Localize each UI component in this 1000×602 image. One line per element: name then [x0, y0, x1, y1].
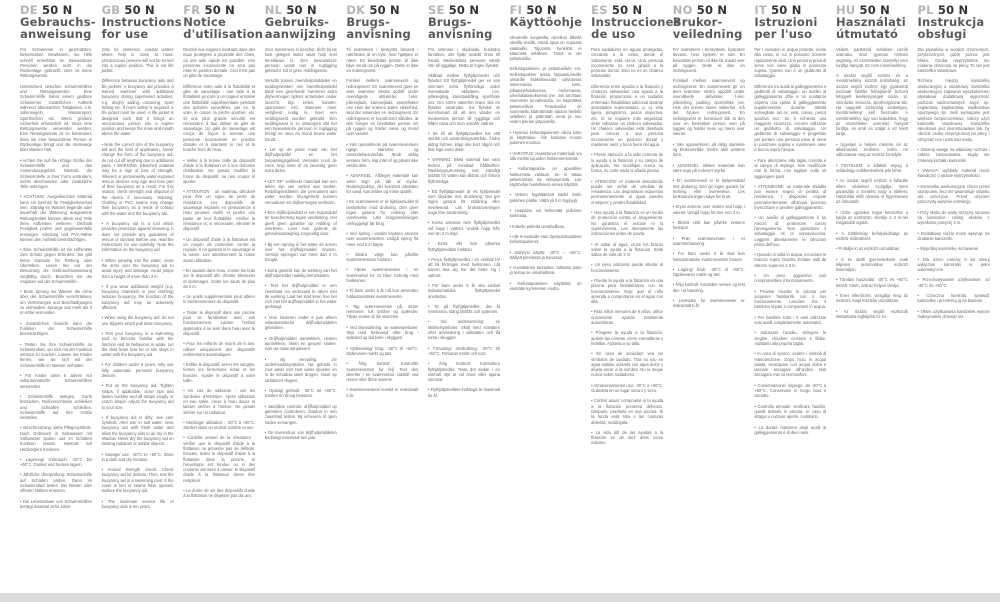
language-column-nl — [265, 4, 337, 514]
instruction-paragraph: • En svømmevest er et hjelpemiddel mot drukning. Den gir ingen garanti for redning eller overlevelse. Les bruksanvisningen nøye før bruk. — [672, 178, 745, 200]
instruction-paragraph: • Annual strength check: Check buoyancy aid for defects. Then, test the buoyancy aid in a swimming pool. If the cover is torn or seams have opened, replace the buoyancy aid. — [101, 467, 174, 494]
column-title-line: Használati — [835, 15, 906, 29]
instruction-paragraph: • Schwimmhilfe anlegen, Gurte festziehen, Reißverschlüsse schließen und Schnallen schließen. Schwimmhilfe auf Ihre Größe einstellen. — [20, 393, 92, 421]
instruction-paragraph: • Enfiler le dispositif, serrer les sangles, fermer les fermetures éclair et les boucles. Ajuster le dispositif à votre taille. — [183, 362, 256, 384]
instruction-paragraph: • Preste atención a la talla correcta de la ayuda a la flotación y su campo de aplicación. No modifique nunca su forma, no corte nada ni añada piezas. — [591, 152, 664, 174]
instruction-paragraph: • En sautant dans l'eau, croiser les bras sur le dispositif afin d'éviter blessures et dommages. Éviter les sauts de plus de 3 m. — [183, 267, 256, 289]
instruction-paragraph: • Note the correct size of the buoyancy aid and the field of application. Never change the form of the buoyancy aid, do not cut off anything due to additional parts. • WARNING: Bleached material may be a sign of loss of strength. Inherent or permanently water-exposed rescue devices may age and lose part of their buoyancy as a result. For this reason, check strength and disposal of the device if necessary. Warning: Clothing or PVC seams may change their buoyancy as a result of contact with the water and the buoyancy aid. — [101, 141, 174, 216]
column-title-line: Gebruiks- — [264, 15, 330, 29]
instruction-paragraph: • Voor kinderen onder 6 jaar alleen volautomatische drijfhulpmiddelen gebruiken. — [264, 314, 337, 331]
buoyancy-rating: 50 N — [696, 3, 728, 17]
buoyancy-rating: 50 N — [42, 3, 73, 17]
instruction-paragraph: Dla pływaków w wodach chronionych, przybrzeżnych, gdzie pomoc jest blisko. Osoba nieprzytomna nie zostanie obrócona na plecy. To nie jest kamizelka ratunkowa. — [917, 47, 990, 74]
instruction-paragraph: Difference between buoyancy aids and life jackets: A buoyancy aid provides a trained swimmer with additional buoyancy during supervised activities, e.g. dinghy sailing, canoeing, sport fishing etc. If more safety is required, a life jacket must be used. A life jacket is designed such that it brings an unconscious person into a supine position and keeps the nose and mouth above the water. — [101, 78, 174, 137]
instruction-paragraph: • Un dispositif d'aide à la flottaison est un moyen de protection contre la noyade. Il ne garantit ni le sauvetage ni la survie. Lire attentivement la notice avant utilisation. — [183, 236, 256, 263]
instruction-paragraph: • Årlig kontroll: Kontroller vesten og test den i et basseng. — [672, 282, 745, 293]
column-title-line: útmutató — [835, 27, 899, 41]
column-header — [591, 3, 681, 41]
instruction-columns — [20, 4, 990, 514]
instruction-paragraph: • Storage/ use: -30°C to +60°C. Store in a dark and dry location. — [101, 451, 174, 462]
page-bottom-edge — [0, 593, 1000, 602]
instruction-paragraph: • Lagring/ bruk: -30°C til +60°C. Oppbevares mørkt og tørt. — [672, 266, 745, 278]
instruction-text — [673, 47, 745, 309]
language-column-no — [673, 4, 745, 514]
instruction-paragraph: • Beim Sprung ins Wasser die Arme über der Schwimmhilfe verschränken, um Verletzungen und Beschädigungen zu vermeiden. Sprünge aus mehr als 3 m Höhe vermeiden. — [20, 289, 92, 316]
buoyancy-rating: 50 N — [611, 3, 643, 17]
instruction-paragraph: • Til børn under 6 år må kun anvendes fuldautomatiske svømmeveste. — [346, 288, 419, 299]
language-code: NO — [672, 3, 693, 17]
instruction-paragraph: • Tag svømmevesten på, stram remmene, luk lynlåse og spænder. Tilpas vesten til din størrelse. — [346, 303, 419, 320]
instruction-paragraph: Voor zwemmers in beschut, dicht bij de kust gelegen water waar hulp snel bereikbaar is. Een bewusteloze persoon wordt niet in rugligging gebracht. Dit is geen reddingsvest. — [264, 47, 337, 74]
instruction-paragraph: • För barn under 6 år ska endast helautomatiska flythjälpmedel användas. — [427, 282, 500, 299]
instruction-paragraph: • Drijfhulpmiddel aantrekken, riemen aantrekken, ritsen en gespen sluiten. Aan uw maat aanpassen. — [264, 335, 337, 352]
instruction-paragraph: • In caso di sporco: vedere i simboli di manutenzione. Dopo l'uso in acqua salata, sciacquare con acqua dolce e lasciare asciugare all'ombra. Non asciugare mai su termosifoni. — [754, 351, 827, 378]
column-title-line: Brugs- — [346, 15, 391, 29]
language-code: PL — [917, 3, 934, 17]
instruction-paragraph: • Contrôle annuel de la résistance : vérifier que le dispositif d'aide à la flottaison ne présente pas de défauts. Ensuite, tester le dispositif d'aide à la flottaison dans la piscine. Si l'enveloppe est fendue ou si des coutures viennent à casser, le dispositif d'aide à la flottaison devra être remplacé. — [183, 435, 256, 483]
instruction-paragraph: Diferencia entre ayudas a la flotación y chalecos salvavidas: una ayuda a la flotación proporciona a un nadador entrenado flotabilidad adicional durante actividades supervisadas, p. ej. vela ligera, piragüismo, pesca deportiva, etc. Si se requiere más seguridad, debe utilizarse un chaleco salvavidas. Un chaleco salvavidas está diseñado para colocar a una persona inconsciente en posición dorsal y mantener nariz y boca fuera del agua. — [591, 83, 664, 148]
instruction-paragraph: • When jumping into the water, cross the arms over the buoyancy aid to avoid injury and damage. Avoid jumps from a height of more than 3 m. — [101, 257, 174, 279]
buoyancy-rating: 50 N — [937, 3, 969, 17]
instruction-paragraph: Differenza tra ausili al galleggiamento e giubbotti di salvataggio: un ausilio al galleggiamento offre a un nuotatore esperto una spinta di galleggiamento supplementare durante attività sorvegliate, ad es. vela, canoa, pesca sportiva ecc. Se è richiesta una maggiore sicurezza, occorre utilizzare un giubbotto di salvataggio. Un giubbotto di salvataggio è progettato per portare una persona priva di sensi in posizione supina e mantenere naso e bocca sopra l'acqua. — [754, 83, 827, 153]
column-title-line: for use — [101, 27, 149, 41]
instruction-paragraph: För simmare i skyddade, kustnära farvatten, där hjälp snabbt finns till hands. Medvetslösa personer vänds inte till ryggläge. Detta är ingen flytväst. — [427, 47, 500, 68]
instruction-paragraph: • Una ayuda a la flotación es un medio de protección contra el ahogamiento. No garantiza el rescate ni la supervivencia. Lea atentamente las instrucciones antes de usarla. — [591, 210, 664, 237]
buoyancy-rating: 50 N — [369, 3, 400, 17]
language-column-pl — [918, 4, 990, 514]
instruction-paragraph: • Lisäpaino voi heikentää pukimen toimintaa. — [509, 208, 582, 219]
instruction-paragraph: • Az úszást segítő eszközök élettartama legfeljebb tíz év. — [835, 308, 908, 319]
instruction-paragraph: • Prøv svømmevesten i et svømmebasseng. — [672, 235, 745, 246]
buoyancy-rating: 50 N — [124, 3, 155, 17]
instruction-paragraph: • Un peso adicional puede afectar al funcionamiento. — [591, 262, 664, 273]
language-column-de — [20, 3, 96, 514]
column-header — [183, 3, 264, 41]
instruction-paragraph: • Testen Sie Ihre Schwimmhilfe im Schwimmbad, um sich mit der Funktion vertraut zu machen. Lassen Sie Kinder lernen, wie sie sich mit der Schwimmhilfe im Wasser verhalten. — [20, 341, 92, 368]
instruction-paragraph: Für Schwimmer in geschützten, küstennahen Gewässern, wo Hilfe schnell erreichbar ist. Bewusstlose Personen werden nicht in die Rückenlage gebracht. Dies ist keine Rettungsweste. — [20, 47, 92, 79]
instruction-paragraph: • Para niños menores de 6 años, utilice únicamente ayudas totalmente automáticas. — [591, 309, 664, 326]
instruction-paragraph: • Fare attenzione alla taglia corretta e al campo di impiego. Non modificare mai la forma, non tagliare nulla né aggiungere parti. — [754, 157, 827, 179]
column-header — [918, 4, 990, 40]
instruction-paragraph: • Ta på flythjälpmedlet, dra åt remmarna, stäng blixtlås och spännen. — [427, 303, 500, 315]
instruction-paragraph: Unterschied zwischen Schwimmhilfen und Rettungswesten: Eine Schwimmhilfe bietet einem geübten Schwimmer zusätzlichen Auftrieb während überwachter Tätigkeiten, z.B. Jollensegeln, Wassersport, Sportfischen etc. Wenn größere Sicherheit erforderlich ist, muss eine Rettungsweste verwendet werden. Eine Rettungsweste ist so konstruiert, dass sie eine bewusstlose Person in Rückenlage bringt und die Atemwege über Wasser hält. — [20, 83, 92, 153]
instruction-paragraph: • Test het drijfhulpmiddel in een zwembad om vertrouwd te raken met de werking. Laat het kind leren hoe het zich met het drijfhulpmiddel in het water gedraagt. — [264, 283, 337, 310]
instruction-paragraph: • Eine Schwimmhilfe ist ein Hilfsmittel zum Schutz gegen Ertrinken. Sie gibt keine Garantie für Rettung oder Überleben. Lesen Sie vor der Benutzung die Gebrauchsanweisung sorgfältig durch. Beachten Sie die Angaben auf der Schwimmhilfe. — [20, 247, 92, 284]
instruction-paragraph: • VARNING: Blekt material kan vara tecken på minskad hållfasthet. Räddningsutrustning som ständigt utsätts för vatten kan åldras och förlora flytförmåga. — [427, 157, 500, 184]
instruction-paragraph: Uimareille suojaisilla, rannikon lähellä olevilla vesillä, missä apua on nopeasti saatavilla. Tajutonta henkilöä ei käännetä selälleen. Tämä ei ole pelastusliivi. — [509, 35, 582, 62]
instruction-paragraph: • Provare l'ausilio in piscina per acquisire familiarità con il suo funzionamento. Lasciare che il bambino impari a comportarsi in acqua. — [754, 288, 827, 310]
instruction-text — [102, 47, 174, 509]
instruction-paragraph: • Kokeile puketta uimahallissa. — [509, 223, 565, 229]
column-title-line: Gebrauchs- — [20, 15, 96, 29]
instruction-paragraph: • Éves ellenőrzés: vizsgálja meg az eszközt, majd tesztelje uszodában. — [835, 292, 908, 304]
instruction-paragraph: • Achten Sie auf die richtige Größe der Schwimmhilfe und das Anwendungsgebiet. Niemals die Schwimmhilfe in ihrer Form verändern, nichts abschneiden oder zusätzliche Teile anbringen. — [20, 157, 92, 190]
instruction-text — [754, 47, 826, 435]
instruction-paragraph: • Veteen hypättäessä kädet ristiin pukimen päälle. Vältä yli 3 m hyppyjä. — [509, 192, 582, 203]
column-header — [428, 4, 500, 40]
buoyancy-rating: 50 N — [771, 3, 802, 17]
instruction-paragraph: • Pruebe la ayuda a la flotación en una piscina para familiarizarse con su funcionamiento. Deje que el niño aprenda a comportarse en el agua con ella. — [591, 277, 664, 305]
column-header — [20, 3, 96, 41]
instruction-paragraph: • Kamizelka asekuracyjna chroni przed utonięciem, lecz nie gwarantuje ratunku ani przeżycia. Przed użyciem przeczytaj uważnie instrukcję. — [917, 183, 990, 205]
instruction-paragraph: • Ett flythjälpmedel är ett hjälpmedel som skyddar mot drunkning. Det ger ingen garanti för räddning eller överlevnad. Läs bruksanvisningen noga före användning. — [427, 188, 500, 216]
language-code: SE — [427, 3, 445, 17]
instruction-paragraph: • Per bambini sotto i 6 anni utilizzare solo ausili completamente automatici. — [754, 314, 827, 326]
instruction-paragraph: • Let op de juiste maat van het drijfhulpmiddel en het toepassingsgebied. Verander nooit de vorm, knip niets af en bevestig geen extra delen. — [264, 147, 337, 174]
language-column-dk — [346, 4, 418, 514]
instruction-paragraph: • Pour les enfants de moins de 6 ans, utiliser uniquement des dispositifs entièrement automatiques. — [183, 341, 256, 357]
instruction-text — [510, 35, 582, 291]
instruction-paragraph: • For children under 6 years, only use fully automatic personal buoyancy devices. — [101, 362, 174, 379]
instruction-paragraph: • Årlig kontroll: Kontrollera flythjälpmedlet. Testa det sedan i en simhall. Byt ut vid revor eller öppna sömmar. — [427, 361, 500, 383]
column-title-line: anvisning — [427, 27, 493, 41]
column-title-line: Instrukcja — [917, 15, 985, 29]
instruction-paragraph: • Kryss armene over vesten ved hopp i vannet. Unngå hopp fra mer enn 3 m. — [672, 204, 745, 215]
buoyancy-rating: 50 N — [526, 3, 557, 17]
instruction-text — [428, 47, 500, 398]
language-code: ES — [591, 3, 608, 17]
instruction-paragraph: • A buoyancy aid is a tool which provides protection against drowning. It does not provide any guarantee of rescue or survival. Before use, read the instructions for use carefully. Note the information on the buoyancy aid. — [101, 220, 174, 253]
instruction-paragraph: • Test your buoyancy in a swimming pool to become familiar with the function and its behaviour in water. Let the child learn how he or she stays in water with the buoyancy aid. — [101, 330, 174, 358]
instruction-text — [183, 47, 255, 499]
instruction-paragraph: • Indossare l'ausilio, stringere le cinghie, chiudere cerniere e fibbie. Adattarlo alla propria taglia. — [754, 330, 827, 346]
language-code: DK — [346, 3, 366, 17]
column-header — [510, 4, 582, 28]
instruction-paragraph: • La vida útil de las ayudas a la flotación es de diez años como máximo. — [591, 429, 664, 446]
column-title-line: d'utilisation — [183, 27, 264, 41]
instruction-paragraph: • Coroczna kontrola: sprawdź kamizelkę i przetestuj ją na basenie. — [917, 292, 990, 304]
instruction-paragraph: • Almacenamiento/ uso: -30°C a +60°C. Guárdela en un lugar oscuro y seco. — [591, 382, 664, 394]
instruction-paragraph: • Extra gewicht kan de werking van het drijfhulpmiddel nadelig beïnvloeden. — [264, 267, 337, 278]
instruction-paragraph: • If buoyancy aid is dirty: see care symbols. After use in salt water, rinse buoyancy aid with fresh water and allow the buoyancy aids to air dry in the shadow. Never dry the buoyancy aid on heating radiators or similar objects. — [101, 414, 174, 447]
instruction-paragraph: • ACHTUNG: Ausgebleichtes Material kann ein Zeichen für Festigkeitsverlust sein. Ständig im Wasser liegende oder dauerhaft der Witterung ausgesetzte Rettungsmittel können altern und Teile ihres Auftriebes verlieren. Deshalb Festigkeit prüfen und gegebenenfalls entsorgen. Kleidung und PVC-Nähte können den Auftrieb beeinträchtigen. — [20, 194, 92, 242]
instruction-text — [591, 47, 663, 446]
column-header — [346, 4, 418, 40]
instruction-paragraph: • Quando si salta in acqua, incrociare le braccia sopra l'ausilio. Evitare salti da altezze superiori a 3 m. — [754, 252, 827, 268]
column-title-line: Brukor- — [672, 15, 723, 29]
language-code: DE — [20, 3, 38, 17]
instruction-paragraph: • 6 év alatti gyermekeknek csak teljesen automatikus eszközt használjon. — [835, 256, 908, 273]
instruction-paragraph: • Put on the buoyancy aid. Tighten straps, if applicable, close zips and fasten buckles and all straps snugly or crotch straps. Adjust the buoyancy aid to your size. — [101, 383, 174, 410]
language-code: IT — [754, 3, 767, 17]
column-title-line: veiledning — [672, 27, 743, 41]
instruction-paragraph: • Ved tilsmudsning: se vaskesymboler. Skyl med ferskvand efter brug i saltvand og lad tørre i skyggen. — [346, 324, 419, 341]
instruction-text — [346, 47, 418, 398]
instruction-text — [20, 47, 92, 509]
instruction-paragraph: • Verschmutzung: siehe Pflegesymbole. Nach Gebrauch in Salzwasser mit Süßwasser spülen und im Schatten trocknen lassen. Niemals auf Heizkörpern trocknen. — [20, 425, 92, 452]
instruction-paragraph: Til svømmere i beskyttet farvand i nærheden af en kyst, hvor hjælpen er nære. En bevidstløs person vil ikke blive vendt om på ryggen. Dette er ikke en redningsvest. — [346, 47, 419, 74]
column-title-line: de uso — [591, 27, 636, 41]
instruction-paragraph: • En cas de salissure : voir les symboles d'entretien. Après utilisation en eau salée, rincer à l'eau douce et laisser sécher à l'ombre. Ne jamais sécher sur un radiateur. — [183, 388, 256, 415]
column-header — [836, 4, 908, 40]
instruction-paragraph: • Ekstra vekt kan påvirke vestens funksjon. — [672, 220, 745, 231]
language-column-it — [754, 4, 826, 514]
column-header — [754, 4, 826, 40]
instruction-paragraph: • Ügyeljen a helyes méretre és az alkalmazási területre. Soha ne változtassa meg az eszköz formáját. — [835, 141, 908, 158]
column-header — [673, 4, 745, 40]
instruction-paragraph: • Årlig kontrol: Kontrollér svømmevesten for fejl. Test den derefter i en svømmehal. Udskift ved revner eller åbne sømme. — [346, 361, 419, 383]
instruction-paragraph: • Für Kinder unter 6 Jahren nur vollautomatische Schwimmhilfen verwenden. — [20, 373, 92, 389]
instruction-paragraph: Różnica między kamizelką asekuracyjną a ratunkową: kamizelka asekuracyjna zapewnia wyszkolonemu pływakowi dodatkową wyporność podczas nadzorowanych zajęć, np. żeglarstwa, kajakarstwa, wędkarstwa sportowego itp. Jeśli wymagane jest większe bezpieczeństwo, należy użyć kamizelki ratunkowej. Kamizelka ratunkowa jest skonstruowana tak, by obrócić osobę nieprzytomną na plecy i utrzymać nos i usta nad wodą. — [917, 78, 990, 142]
instruction-paragraph: • Vuosittainen tarkastus: tarkasta puke ja testaa se uimahallissa. — [509, 265, 582, 276]
instruction-paragraph: • Tárolás/ használat: -30°C és +60°C között. Sötét, száraz helyen tárolja. — [835, 277, 908, 288]
instruction-paragraph: • Wypróbuj kamizelkę na basenie. — [917, 246, 979, 252]
buoyancy-rating: 50 N — [859, 3, 890, 17]
instruction-paragraph: • Un peso aggiuntivo può compromettere il funzionamento. — [754, 272, 827, 284]
instruction-paragraph: • A többletsúly befolyásolhatja az eszköz működését. — [835, 230, 908, 241]
instruction-paragraph: • Przy skoku do wody skrzyżuj ramiona na kamizelce. Unikaj skoków z wysokości powyżej 3 m. — [917, 209, 990, 226]
instruction-paragraph: • Alle 6-vuotiaille vain täysautomaattiset kelluntapukimet. — [509, 233, 582, 245]
column-title-line: aanwijzing — [264, 27, 337, 41]
instruction-paragraph: • Controllo annuale: verificare l'ausilio, quindi testarlo in piscina. In caso di strappi o cuciture aperte, sostituirlo. — [754, 403, 827, 420]
instruction-paragraph: • ATTENTION : un matériau décoloré peut être un signe de perte de résistance. Les dispositifs de sauvetage exposés en permanence à l'eau peuvent vieillir et perdre une partie de leur flottabilité. Vérifier la résistance et, si nécessaire, éliminer le dispositif. — [183, 189, 256, 232]
instruction-paragraph: A úszást segítő eszköz és a mentőmellény közötti különbség: az úszást segítő eszköz egy gyakorlott úszónak többlet felhajtóerőt biztosít felügyelt tevékenységek során, pl. vitorlázás, kenuzás, sporthorgászat stb. Ha nagyobb biztonság szükséges, mentőmellényt kell használni. A mentőmellény úgy van kialakítva, hogy az eszméletlen személyt hanyatt fordítja, és orrát és száját a víz felett tartja. — [835, 73, 908, 137]
instruction-paragraph: • Kelluntapukimen käyttöikä on enintään kymmenen vuotta. — [509, 280, 582, 291]
column-title-line: anvisning — [346, 27, 411, 41]
language-code: GB — [101, 3, 121, 17]
instruction-paragraph: • Jaarlijkse controle: drijfhulpmiddel op gebreken controleren. Daarna in een zwembad testen. Bij scheuren of open naden vervangen. — [264, 403, 337, 425]
instruction-text — [918, 47, 990, 319]
language-code: FI — [509, 3, 523, 17]
buoyancy-rating: 50 N — [204, 3, 235, 17]
instruction-paragraph: • LET OP: verbleekt materiaal kan een teken zijn van verlies aan sterkte. Reddingsmiddelen die permanent aan water worden blootgesteld kunnen verouderen en drijfvermogen verliezen. — [264, 178, 337, 205]
instruction-paragraph: • Extra vikt kan påverka flythjälpmedlets funktion. — [427, 241, 500, 252]
column-title-line: anweisung — [20, 27, 92, 41]
instruction-paragraph: • Opbevaring/ brug: -30°C til +60°C. Opbevares mørkt og tørt. — [346, 345, 419, 356]
instruction-paragraph: • Bij een sprong in het water de armen over het drijfhulpmiddel kruisen. Vermijd sprongen van meer dan 3 m hoogte. — [264, 241, 337, 263]
language-code: NL — [264, 3, 283, 17]
instruction-paragraph: • Okres użytkowania kamizelek wynosi maksymalnie dziesięć lat. — [917, 308, 990, 319]
instruction-paragraph: • Vid nedsmutsning: se skötselsymboler. Skölj med sötvatten efter användning i saltvatten och låt torka i skuggan. — [427, 319, 500, 341]
instruction-paragraph: • Een drijfhulpmiddel is een hulpmiddel ter bescherming tegen verdrinking. Het geeft geen garantie op redding of overleven. Lees voor gebruik de gebruiksaanwijzing zorgvuldig door. — [264, 210, 337, 237]
instruction-paragraph: • Flythjälpmedlets livslängd är maximalt tio år. — [427, 387, 500, 398]
instruction-paragraph: Forskel mellem svømmevest og redningsvest: En svømmevest giver en øvet svømmer ekstra opdrift under overvågede aktiviteter, f.eks. jollesejlads, kanosejlads, sportsfiskeri osv. Hvis der kræves større sikkerhed, skal der anvendes en redningsvest. En redningsvest er konstrueret således, at den bringer en bevidstløs person om på ryggen og holder næse og mund over vandet. — [346, 78, 419, 137]
instruction-paragraph: • Az úszást segítő eszköz a fulladás elleni védelmet szolgálja. Nem garantálja a mentést vagy a túlélést. Használat előtt olvassa el figyelmesen az útmutatót. — [835, 178, 908, 205]
instruction-paragraph: • Ved spring i vandet krydses armene over svømmevesten. Undgå spring fra mere end 3 m højde. — [346, 230, 419, 247]
column-title-line: Notice — [183, 15, 226, 29]
instruction-text — [265, 47, 337, 440]
instruction-paragraph: • VAROITUS: Haalistunut materiaali voi olla merkki lujuuden heikkenemisestä. — [509, 150, 582, 161]
language-code: HU — [835, 3, 856, 17]
instruction-paragraph: • Opslag/ gebruik: -30°C tot +60°C. Donker en droog bewaren. — [264, 388, 337, 399]
instruction-paragraph: Védett, partközeli vizekben úszók számára, ahol gyorsan hívható segítség. Az eszméletlen személyt nem fordítja hanyatt. Ez nem mentőmellény. — [835, 47, 908, 68]
instruction-paragraph: • Afprøv svømmevesten i en svømmehal for at blive fortrolig med funktionen. — [346, 267, 419, 283]
language-column-fr — [183, 3, 264, 514]
language-code: FR — [183, 3, 201, 17]
instruction-paragraph: • Dodatkowy ciężar może wpłynąć na działanie kamizelki. — [917, 230, 990, 241]
instruction-paragraph: • Dla dzieci poniżej 6 lat stosuj wyłącznie kamizelki w pełni automatyczne. — [917, 256, 990, 273]
instruction-paragraph: • En caso de suciedad: vea los símbolos de cuidado. Tras su uso en agua salada, aclárela con agua dulce y déjela secar a la sombra. No la seque nunca sobre radiadores. — [591, 351, 664, 378]
instruction-paragraph: • Svømmevestens levetid er maksimalt ti år. — [346, 387, 419, 398]
column-title-line: Instructions — [101, 15, 182, 29]
instruction-paragraph: • Tester le dispositif dans une piscine pour se familiariser avec son fonctionnement. Laisser l'enfant apprendre à se tenir dans l'eau avec le dispositif. — [183, 309, 256, 336]
column-title-line: Käyttöohje — [509, 15, 583, 29]
instruction-paragraph: Verschil tussen zwemhulpmiddelen en reddingsvesten: een zwemhulpmiddel biedt een geoefende zwemmer extra drijfvermogen tijdens activiteiten onder toezicht, bijv. zeilen, kanoën, sportvissen enz. Wanneer meer veiligheid nodig is, moet een reddingsvest worden gebruikt. Een reddingsvest is zo ontworpen dat het een bewusteloze persoon in rugligging brengt en neus en mond boven water houdt. — [264, 78, 337, 142]
instruction-paragraph: Kelluntapukimen ja pelastusliivin ero: Kelluntapukine antaa harjaantuneelle uimarille lisäkelluvuutta valvotussa toiminnassa, esim. jollapurjehduksessa, melonnassa, urheilukalastuksessa jne. Jos tarvitaan enemmän turvallisuutta, on käytettävä pelastusliiviä. Pelastusliivi on suunniteltu kääntämään tajuton henkilö selälleen ja pitämään nenä ja suu veden pinnan yläpuolella. — [509, 66, 582, 125]
instruction-paragraph: • Lagerung/ Gebrauch: -30°C bis +60°C. Dunkel und trocken lagern. — [20, 456, 92, 468]
column-title-line: obsługi — [917, 27, 967, 41]
instruction-paragraph: • Se till att flythjälpmedlet har rätt storlek och användningsområde. Ändra aldrig formen, klipp inte bort något och fäst inga extra delar. — [427, 131, 500, 153]
instruction-paragraph: For svømmere i beskyttede, kystnære farvann, hvor hjelpen er nær. En bevisstløs person vil ikke bli snudd over på ryggen. Dette er ikke en redningsvest. — [672, 47, 745, 74]
instruction-paragraph: Forskjell mellom svømmevest og redningsvest: En svømmevest gir en øvet svømmer ekstra oppdrift under overvåkede aktiviteter, f.eks. jolleseiling, padling, sportsfiske osv. Hvis det kreves større sikkerhet, må det brukes redningsvest. En redningsvest er konstruert slik at den snur en bevisstløs person over på ryggen og holder nese og munn over vannet. — [672, 78, 745, 137]
instruction-paragraph: • Säilytys/ käyttö: -30°C – +60°C. Säilytä pimeässä ja kuivassa. — [509, 249, 582, 260]
instruction-paragraph: • If you wear additional weight (e.g. buoyancy chambers or your clothing) reduces buoyancy, the function of the buoyancy aid may be adversely affected. — [101, 283, 174, 311]
instruction-paragraph: • Control anual: compruebe si la ayuda a la flotación presenta defectos. Después, pruébela en una piscina. Si la funda está rota o las costuras abiertas, sustitúyala. — [591, 398, 664, 425]
instruction-paragraph: • Zwracaj uwagę na właściwy rozmiar i zakres zastosowania. Nigdy nie zmieniaj kształtu kamizelki. — [917, 147, 990, 163]
language-column-gb — [101, 3, 182, 514]
instruction-paragraph: Per i nuotatori in acque protette, vicine alla costa, in cui si possono ricevere rapidamente aiuti. Una persona priva di sensi non viene girata in posizione supina. Questo non è un giubbotto di salvataggio. — [754, 47, 827, 79]
instruction-paragraph: • En svømmevest er et hjælpemiddel til beskyttelse mod drukning. Den giver ingen garanti for redning eller overlevelse. Læs brugsanvisningen omhyggeligt før brug. — [346, 199, 419, 226]
instruction-paragraph: • UWAGA: wyblakły materiał może świadczyć o utracie wytrzymałości. — [917, 167, 990, 179]
instruction-paragraph: • Veiller à la bonne taille du dispositif d'aide à la flottaison et à son domaine d'utilisation. Ne jamais modifier la forme du dispositif, ne rien couper ni ajouter. — [183, 157, 256, 184]
column-title-line: Istruzioni — [754, 15, 818, 29]
instruction-paragraph: • Förvaring/ användning: -30°C till +60°C. Förvaras mörkt och torrt. — [427, 345, 500, 356]
instruction-paragraph: • Zusätzliches Gewicht kann die Funktion der Schwimmhilfe beeinträchtigen. — [20, 320, 92, 337]
instruction-paragraph: Destiné aux nageurs évoluant dans des eaux protégées à proximité des côtes, où une aide rapide est possible. Une personne inconsciente ne sera pas mise en position dorsale. Ceci n'est pas un gilet de sauvetage. — [183, 47, 256, 79]
instruction-paragraph: • La durata massima degli ausili al galleggiamento è di dieci anni. — [754, 424, 827, 435]
instruction-paragraph: • Al saltar al agua, cruce los brazos sobre la ayuda a la flotación. Evite saltos de más de 3 m. — [591, 241, 664, 258]
instruction-paragraph: • Un poids supplémentaire peut altérer le fonctionnement du dispositif. — [183, 294, 256, 305]
instruction-paragraph: • Levetiden for svømmevester er maksimalt ti år. — [672, 297, 745, 309]
instruction-paragraph: • FIGYELEM: a kifakult anyag a szilárdság csökkenésének jele lehet. — [835, 162, 908, 173]
instruction-paragraph: • Prova flythjälpmedlet i en simhall för att bli förtrogen med funktionen. Låt barnet lära sig hur det beter sig i vattnet. — [427, 256, 500, 278]
instruction-paragraph: • ATENCIÓN: el material descolorido puede ser señal de pérdida de resistencia. Los dispositivos expuestos permanentemente al agua pueden envejecer y perder flotabilidad. — [591, 178, 664, 205]
instruction-text — [836, 47, 908, 319]
buoyancy-rating: 50 N — [286, 3, 317, 17]
instruction-paragraph: • Kelluntapukine on apuväline hukkumista vastaan. Se ei takaa pelastumista tai selviytymistä. Lue käyttöohje huolellisesti ennen käyttöä. — [509, 166, 582, 188]
instruction-paragraph: • Vízbe ugráskor tegye keresztbe a karját az eszközön. Kerülje a 3 m-nél magasabb ugrást. — [835, 209, 908, 226]
column-header — [265, 4, 337, 40]
instruction-paragraph: • Vær opmærksom på svømmevestens rigtige størrelse og anvendelsesområde. Ændr aldrig vestens form, klip intet af og påsæt ikke ekstra dele. — [346, 141, 419, 168]
instruction-paragraph: • The maximum service life of buoyancy aids is ten years. — [101, 498, 174, 509]
instruction-paragraph: • Jährliche Überprüfung: Schwimmhilfe auf Schäden prüfen. Dann im Schwimmbad testen. Bei Rissen oder offenen Nähten ersetzen. — [20, 472, 92, 494]
language-column-hu — [836, 4, 908, 514]
language-column-es — [591, 3, 681, 514]
buoyancy-rating: 50 N — [448, 3, 480, 17]
instruction-paragraph: • ADVARSEL: Bleket materiale kan være tegn på redusert styrke. — [672, 162, 745, 173]
instruction-paragraph: • La durée de vie des dispositifs d'aide à la flottaison ne dépasse pas dix ans. — [183, 488, 256, 499]
instruction-paragraph: • Próbálja ki az eszközt uszodában. — [835, 246, 901, 252]
instruction-paragraph: • Ekstra vægt kan påvirke svømmevestens funktion. — [346, 251, 419, 263]
instruction-paragraph: Skillnad mellan flythjälpmedel och flytväst: Ett flythjälpmedel ger en van simmare extra flytförmåga under övervakade aktiviteter, t.ex. jollesegling, kanotpaddling, sportfiske osv. Om större säkerhet krävs ska en flytväst användas. En flytväst är konstruerad så att den vänder en medvetslös person till ryggläge och håller näsa och mun ovanför vattnet. — [427, 73, 500, 126]
instruction-paragraph: • Przechowywanie/ użytkowanie: od -30°C do +60°C. — [917, 277, 990, 288]
instruction-paragraph: • Bij vervuiling: zie onderhoudssymbolen. Na gebruik in zout water met zoet water spoelen en in de schaduw laten drogen. Nooit op radiatoren drogen. — [264, 356, 337, 383]
instruction-paragraph: • Korsa armarna över flythjälpmedlet vid hopp i vattnet. Undvik hopp från mer än 3 m höjd. — [427, 220, 500, 236]
language-column-se — [428, 4, 500, 514]
column-title-line: Instrucciones — [591, 15, 681, 29]
instruction-paragraph: • ADVARSEL: Afbleget materiale kan være tegn på tab af styrke. Redningsudstyr, der konstant udsættes for vand, kan ældes og miste opdrift. — [346, 173, 419, 195]
column-header — [101, 3, 182, 41]
instruction-paragraph: • Póngase la ayuda a la flotación, apriete las correas, cierre cremalleras y hebillas. Ajústela a su talla. — [591, 330, 664, 346]
column-title-line: per l'uso — [754, 27, 813, 41]
instruction-paragraph: Différence entre aide à la flottabilité et gilet de sauvetage : une aide à la flottabilité procure à un nageur entraîné une flottabilité supplémentaire pendant des activités surveillées, par ex. la voile, le canoë, la pêche sportive, etc. Si une plus grande sécurité est nécessaire, il faut utiliser un gilet de sauvetage. Un gilet de sauvetage est conçu de façon à amener une personne inconsciente en position dorsale et à maintenir le nez et la bouche hors de l'eau. — [183, 83, 256, 153]
instruction-paragraph: Para nadadores en aguas protegidas, cercanas a la costa, donde el salvamento está cerca. Una persona inconsciente no será girada a la posición dorsal. Esto no es un chaleco salvavidas. — [591, 47, 664, 79]
instruction-paragraph: • When using the buoyancy aid, do not use slippers which pull down buoyancy. — [101, 315, 174, 326]
instruction-paragraph: Only for sheltered, coastal waters where help is close at hand. Unconscious persons will not be turned into a supine position. This is not life jacket. — [101, 47, 174, 74]
instruction-paragraph: • Stockage/ utilisation : -30°C à +60°C. Stocker dans un endroit sombre et sec. — [183, 419, 256, 431]
instruction-paragraph: • For barn under 6 år skal kun helautomatiske svømmevester brukes. — [672, 251, 745, 262]
column-title-line: Brugs- — [427, 15, 472, 29]
instruction-paragraph: • Vær oppmerksom på riktig størrelse og bruksområde. Endre aldri vestens form. — [672, 141, 745, 158]
instruction-paragraph: • Conservazione/ impiego: da -30°C a +60°C. Conservare in luogo buio e asciutto. — [754, 382, 827, 399]
instruction-paragraph: • ATTENZIONE: un materiale sbiadito può essere segno di perdita di resistenza. I dispositivi esposti permanentemente all'acqua possono invecchiare e perdere galleggiamento. — [754, 183, 827, 211]
instruction-paragraph: • De levensduur van drijfhulpmiddelen bedraagt maximaal tien jaar. — [264, 429, 337, 441]
instruction-paragraph: • Die Lebensdauer von Schwimmhilfen beträgt maximal zehn Jahre. — [20, 498, 92, 509]
language-column-fi — [510, 4, 582, 514]
instruction-paragraph: • Un ausilio al galleggiamento è un mezzo di protezione contro l'annegamento. Non garantisce il salvataggio né la sopravvivenza. Leggere attentamente le istruzioni prima dell'uso. — [754, 215, 827, 247]
instruction-paragraph: • Huomioi kelluntapukimen oikea koko ja käyttöalue. Älä koskaan muuta pukimen muotoa. — [509, 129, 582, 146]
